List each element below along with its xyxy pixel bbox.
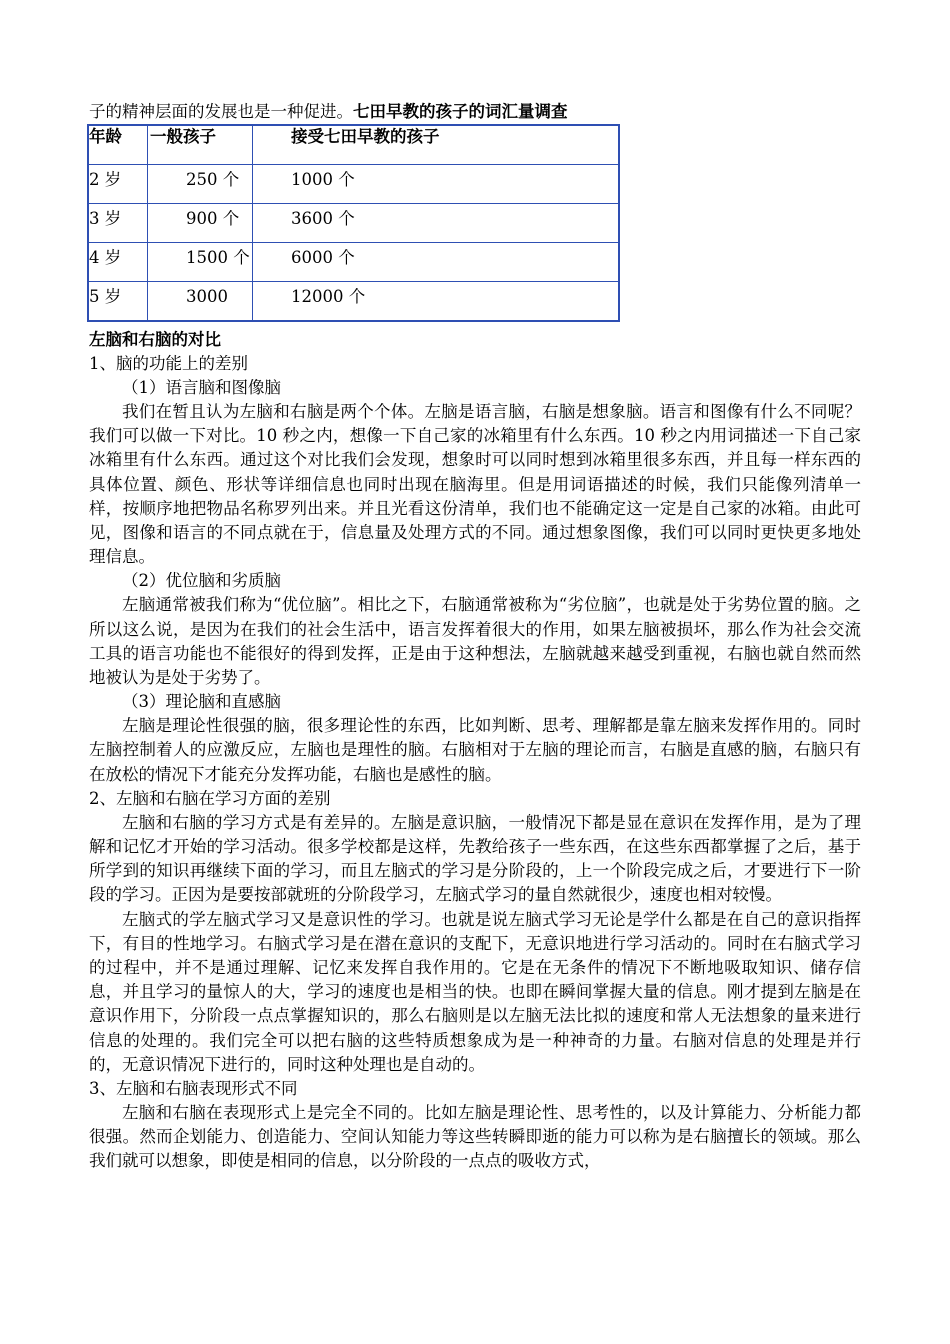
- table-row: [88, 282, 619, 322]
- vocabulary-table: [87, 124, 620, 322]
- table-header-row: [88, 125, 619, 165]
- cell-age: 5 岁: [88, 282, 148, 322]
- header-shichida-child: 接受七田早教的孩子: [253, 125, 620, 165]
- header-ordinary-child: 一般孩子: [148, 125, 253, 165]
- section-title: 左脑和右脑的对比: [89, 330, 221, 349]
- subheading-language-image: （1）语言脑和图像脑: [122, 378, 281, 397]
- paragraph: 左脑是理论性很强的脑，很多理论性的东西，比如判断、思考、理解都是靠左脑来发挥作用的。同时左脑控制着人的应激反应，左脑也是理性的脑。右脑相对于左脑的理论而言，右脑是直感的脑，右脑只有在放松的情况下才能充分发挥功能，右脑也是感性的脑。: [89, 716, 861, 784]
- document-page: [89, 100, 861, 1174]
- table-row: [88, 204, 619, 243]
- table-row: [88, 165, 619, 204]
- cell-shichida: 6000 个: [253, 243, 620, 282]
- paragraph: 左脑和右脑的学习方式是有差异的。左脑是意识脑，一般情况下都是显在意识在发挥作用，是为了理解和记忆才开始的学习活动。很多学校都是这样，先教给孩子一些东西，在这些东西都掌握了之后，基于所学到的知识再继续下面的学习，而且左脑式的学习是分阶段的，上一个阶段完成之后，才要进行下一阶段的学习。正因为是要按部就班的分阶段学习，左脑式学习的量自然就很少，速度也相对较慢。: [89, 812, 861, 905]
- table-caption: 七田早教的孩子的词汇量调查: [353, 102, 568, 121]
- heading-function-difference: 1、脑的功能上的差别: [89, 354, 248, 373]
- cell-ordinary: 250 个: [148, 165, 253, 204]
- subheading-logic-intuition: （3）理论脑和直感脑: [122, 692, 281, 712]
- intro-line: [89, 100, 861, 124]
- cell-age: 4 岁: [88, 243, 148, 282]
- subheading-dominant-brain: （2）优位脑和劣质脑: [122, 571, 281, 591]
- cell-shichida: 12000 个: [253, 282, 620, 322]
- cell-age: 3 岁: [88, 204, 148, 243]
- heading-expression-difference: 3、左脑和右脑表现形式不同: [89, 1079, 298, 1099]
- table-row: [88, 243, 619, 282]
- paragraph: 我们在暂且认为左脑和右脑是两个个体。左脑是语言脑，右脑是想象脑。语言和图像有什么不同呢？我们可以做一下对比。10 秒之内，想像一下自己家的冰箱里有什么东西。10 秒之内用词描述一下自己家冰箱里有什么东西。通过这个对比我们会发现，想象时可以同时想到冰箱里很多东西，并且每一样东西的具体位置、颜色、形状等详细信息也同时出现在脑海里。但是用词语描述的时候，我们只能像列清单一样，按顺序地把物品名称罗列出来。并且光看这份清单，我们也不能确定这一定是自己家的冰箱。由此可见，图像和语言的不同点就在于，信息量及处理方式的不同。通过想象图像，我们可以同时更快更多地处理信息。: [89, 402, 861, 567]
- paragraph: 左脑和右脑在表现形式上是完全不同的。比如左脑是理论性、思考性的，以及计算能力、分析能力都很强。然而企划能力、创造能力、空间认知能力等这些转瞬即逝的能力可以称为是右脑擅长的领域。那么我们就可以想象，即使是相同的信息，以分阶段的一点点的吸收方式，: [89, 1103, 861, 1171]
- paragraph: 左脑式的学左脑式学习又是意识性的学习。也就是说左脑式学习无论是学什么都是在自己的意识指挥下，有目的性地学习。右脑式学习是在潜在意识的支配下，无意识地进行学习活动的。同时在右脑式学习的过程中，并不是通过理解、记忆来发挥自我作用的。它是在无条件的情况下不断地吸取知识、储存信息，并且学习的量惊人的大，学习的速度也是相当的快。也即在瞬间掌握大量的信息。刚才提到左脑是在意识作用下，分阶段一点点掌握知识的，那么右脑则是以左脑无法比拟的速度和常人无法想象的量来进行信息的处理的。我们完全可以把右脑的这些特质想象成为是一种神奇的力量。右脑对信息的处理是并行的，无意识情况下进行的，同时这种处理也是自动的。: [89, 909, 861, 1074]
- cell-ordinary: 900 个: [148, 204, 253, 243]
- intro-text: 子的精神层面的发展也是一种促进。: [89, 102, 353, 121]
- cell-shichida: 1000 个: [253, 165, 620, 204]
- cell-shichida: 3600 个: [253, 204, 620, 243]
- header-age: 年龄: [88, 125, 148, 165]
- paragraph: 左脑通常被我们称为“优位脑”。相比之下，右脑通常被称为“劣位脑”，也就是处于劣势位置的脑。之所以这么说，是因为在我们的社会生活中，语言发挥着很大的作用，如果左脑被损坏，那么作为社会交流工具的语言功能也不能很好的得到发挥，正是由于这种想法，左脑就越来越受到重视，右脑也就自然而然地被认为是处于劣势了。: [89, 595, 861, 688]
- cell-age: 2 岁: [88, 165, 148, 204]
- cell-ordinary: 3000: [148, 282, 253, 322]
- heading-learning-difference: 2、左脑和右脑在学习方面的差别: [89, 788, 331, 808]
- cell-ordinary: 1500 个: [148, 243, 253, 282]
